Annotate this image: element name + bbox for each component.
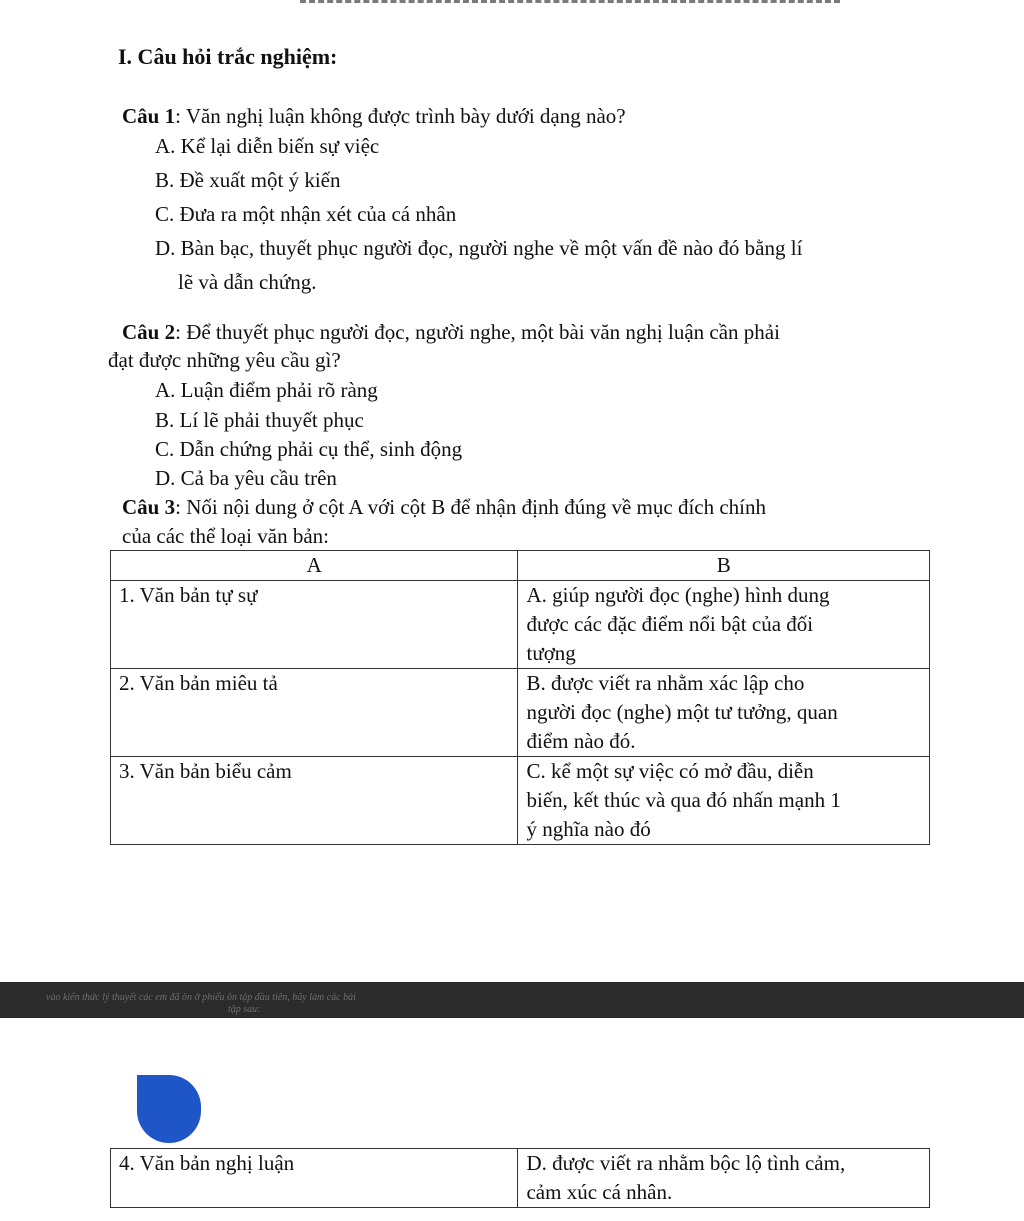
table-row: [111, 581, 930, 669]
band-text-line1: vào kiến thức lý thuyết các em đã ôn ở phiếu ôn tập đầu tiên, hãy làm các bài: [46, 992, 356, 1003]
matching-table: [110, 550, 930, 845]
question-3-text: : Nối nội dung ở cột A với cột B để nhận định đúng về mục đích chính: [175, 495, 767, 519]
overlay-band: [0, 982, 1024, 1018]
column-b-cell: [518, 581, 930, 669]
matching-table-continued: [110, 1148, 930, 1208]
column-b-cell: [518, 669, 930, 757]
q1-option-d-continued: lẽ và dẫn chứng.: [178, 270, 317, 294]
question-3: [122, 495, 766, 519]
top-cropped-text: [300, 0, 840, 9]
cell-line: điểm nào đó.: [526, 729, 636, 753]
cell-line: biến, kết thúc và qua đó nhấn mạnh 1: [526, 788, 841, 812]
column-b-cell: [518, 757, 930, 845]
cell-line: C. kể một sự việc có mở đầu, diễn: [526, 759, 814, 783]
question-2-label: Câu 2: [122, 320, 176, 344]
question-1: [122, 104, 626, 128]
q2-option-a: A. Luận điểm phải rõ ràng: [155, 378, 378, 402]
cell-line: người đọc (nghe) một tư tưởng, quan: [526, 700, 838, 724]
q2-option-b: B. Lí lẽ phải thuyết phục: [155, 408, 364, 432]
cell-line: D. được viết ra nhằm bộc lộ tình cảm,: [526, 1151, 846, 1175]
column-b-cell: [518, 1149, 930, 1208]
cell-line: A. giúp người đọc (nghe) hình dung: [526, 583, 830, 607]
cell-line: B. được viết ra nhằm xác lập cho: [526, 671, 805, 695]
column-a-cell: 3. Văn bản biểu cảm: [111, 757, 518, 845]
question-1-text: : Văn nghị luận không được trình bày dưới dạng nào?: [175, 104, 626, 128]
column-b-header: B: [518, 551, 930, 581]
question-1-label: Câu 1: [122, 104, 176, 128]
question-2-text-line2: đạt được những yêu cầu gì?: [108, 348, 341, 372]
cell-line: được các đặc điểm nổi bật của đối: [526, 612, 814, 636]
column-a-cell: 2. Văn bản miêu tả: [111, 669, 518, 757]
column-a-cell: 1. Văn bản tự sự: [111, 581, 518, 669]
cell-line: ý nghĩa nào đó: [526, 817, 651, 841]
question-3-label: Câu 3: [122, 495, 176, 519]
question-2-text: : Để thuyết phục người đọc, người nghe, một bài văn nghị luận cần phải: [175, 320, 780, 344]
band-text-line2: tập sau:: [228, 1004, 261, 1015]
blue-drop-shape: [137, 1075, 201, 1143]
question-2: [122, 320, 780, 344]
question-3-text-line2: của các thể loại văn bản:: [122, 524, 329, 548]
cell-line: tượng: [526, 641, 576, 665]
column-a-cell: 4. Văn bản nghị luận: [111, 1149, 518, 1208]
q1-option-a: A. Kể lại diễn biến sự việc: [155, 134, 380, 158]
q2-option-c: C. Dẫn chứng phải cụ thể, sinh động: [155, 437, 463, 461]
q1-option-c: C. Đưa ra một nhận xét của cá nhân: [155, 202, 457, 226]
table-row: [111, 669, 930, 757]
cell-line: cảm xúc cá nhân.: [526, 1180, 673, 1204]
table-row: [111, 757, 930, 845]
table-header-row: [111, 551, 930, 581]
section-title: I. Câu hỏi trắc nghiệm:: [118, 44, 338, 69]
q1-option-b: B. Đề xuất một ý kiến: [155, 168, 341, 192]
q1-option-d: D. Bàn bạc, thuyết phục người đọc, người nghe về một vấn đề nào đó bằng lí: [155, 236, 803, 260]
q2-option-d: D. Cả ba yêu cầu trên: [155, 466, 337, 490]
column-a-header: A: [111, 551, 518, 581]
table-row: [111, 1149, 930, 1208]
